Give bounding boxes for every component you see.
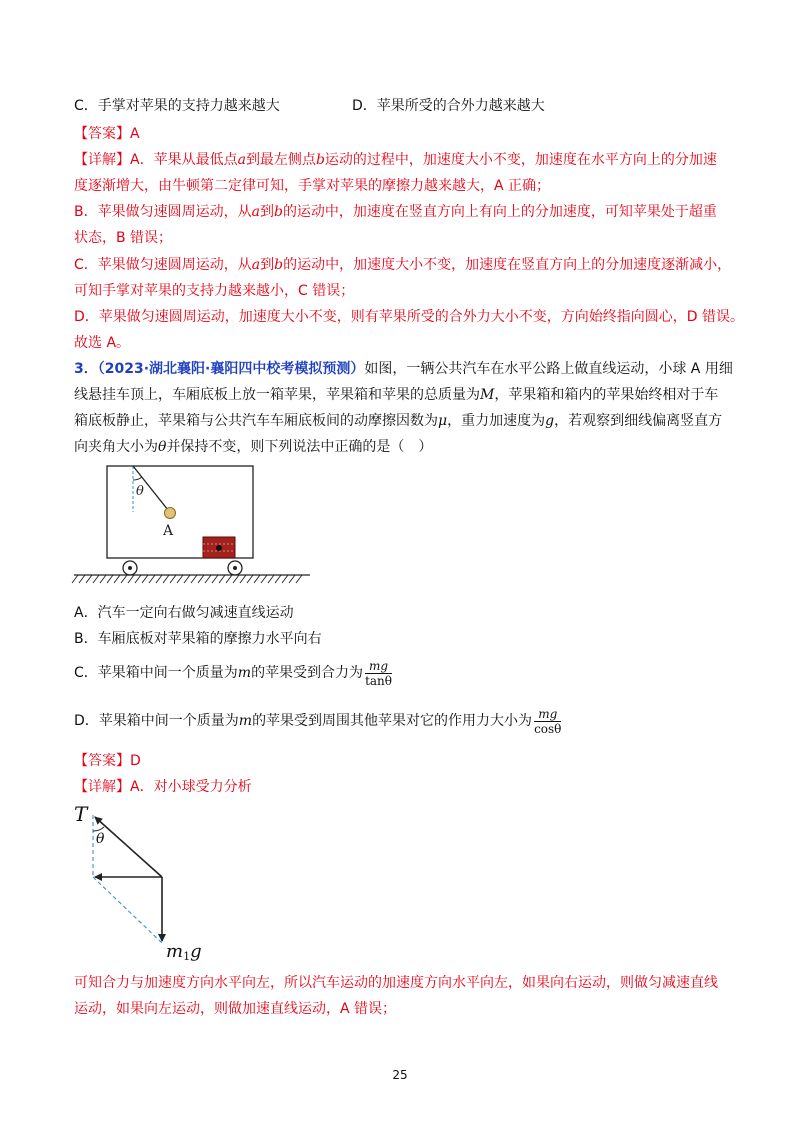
option-d: D．苹果箱中间一个质量为m的苹果受到周围其他苹果对它的作用力大小为 $\frac{mg}{\cos\theta}$ bbox=[74, 706, 562, 736]
ground-hatch-line bbox=[240, 575, 246, 583]
ground-hatch-line bbox=[142, 575, 148, 583]
ground-hatch-line bbox=[247, 575, 253, 583]
ground-hatch-line bbox=[107, 575, 113, 583]
mg-label: m1g bbox=[166, 941, 202, 963]
detail-c-line2: 可知手掌对苹果的支持力越来越小，C 错误； bbox=[74, 283, 355, 299]
ground-hatch-line bbox=[261, 575, 267, 583]
option-d-prev: D．苹果所受的合外力越来越大 bbox=[352, 98, 545, 114]
ground-hatch-line bbox=[170, 575, 176, 583]
detail-b-line2: 状态，B 错误； bbox=[74, 230, 173, 246]
force-diagram bbox=[70, 795, 230, 965]
theta-label-2: θ bbox=[96, 831, 105, 847]
detail-a-line1: 【详解】A．苹果从最低点a到最左侧点b运动的过程中，加速度大小不变，加速度在水平方向上的分加速 bbox=[74, 152, 717, 168]
ground-hatch-line bbox=[289, 575, 295, 583]
conclusion: 故选 A。 bbox=[74, 335, 131, 351]
tension-arrow bbox=[95, 817, 162, 877]
ground-hatch-line bbox=[114, 575, 120, 583]
ground-hatch-line bbox=[191, 575, 197, 583]
fraction-mg-tan: $\frac{mg}{\tan\theta}$ bbox=[365, 658, 392, 688]
ball-label: A bbox=[163, 523, 174, 539]
answer-label-3: 【答案】D bbox=[74, 753, 141, 769]
ground-hatch-line bbox=[100, 575, 106, 583]
question-3-line4: 向夹角大小为θ并保持不变，则下列说法中正确的是（ ） bbox=[74, 439, 433, 455]
fraction-mg-cos: $\frac{mg}{\cos\theta}$ bbox=[534, 706, 562, 736]
bus-figure bbox=[70, 460, 320, 590]
option-c: C．苹果箱中间一个质量为m的苹果受到合力为 $\frac{mg}{\tan\theta}$ bbox=[74, 658, 392, 688]
T-label: T bbox=[74, 802, 88, 826]
detail-d-line: D．苹果做匀速圆周运动，加速度大小不变，则有苹果所受的合外力大小不变，方向始终指向圆心，D 错误。 bbox=[74, 309, 745, 325]
option-b: B．车厢底板对苹果箱的摩擦力水平向右 bbox=[74, 631, 322, 647]
question-3-line2: 线悬挂车顶上，车厢底板上放一箱苹果，苹果箱和苹果的总质量为M，苹果箱和箱内的苹果始终相对于车 bbox=[74, 387, 719, 403]
detail-c-line1: C．苹果做匀速圆周运动，从a到b的运动中，加速度大小不变，加速度在竖直方向上的分加速度逐渐减小， bbox=[74, 257, 732, 273]
ground-hatch-line bbox=[135, 575, 141, 583]
question-3-line3: 箱底板静止，苹果箱与公共汽车车厢底板间的动摩擦因数为μ，重力加速度为g，若观察到细线偏离竖直方 bbox=[74, 413, 723, 429]
ground-hatch-line bbox=[275, 575, 281, 583]
ground-hatch-line bbox=[233, 575, 239, 583]
ground-hatch-line bbox=[128, 575, 134, 583]
ground-hatch-line bbox=[163, 575, 169, 583]
ground-hatch-line bbox=[86, 575, 92, 583]
ground-hatch-line bbox=[198, 575, 204, 583]
ground-hatch-line bbox=[212, 575, 218, 583]
answer-label: 【答案】A bbox=[74, 126, 140, 142]
page-number: 25 bbox=[392, 1068, 408, 1082]
ground-hatch-line bbox=[79, 575, 85, 583]
detail-3-conc1: 可知合力与加速度方向水平向左，所以汽车运动的加速度方向水平向左，如果向右运动，则做匀减速直线 bbox=[74, 975, 718, 991]
question-3-line1: 3．（2023·湖北襄阳·襄阳四中校考模拟预测）如图，一辆公共汽车在水平公路上做直线运动，小球 A 用细 bbox=[74, 361, 733, 377]
ground-hatch-line bbox=[254, 575, 260, 583]
diagonal-dashed bbox=[93, 877, 162, 943]
detail-b-line1: B．苹果做匀速圆周运动，从a到b的运动中，加速度在竖直方向上有向上的分加速度，可知苹果处于超重 bbox=[74, 204, 717, 220]
option-c-prev: C．手掌对苹果的支持力越来越大 bbox=[74, 98, 280, 114]
ground-hatch-line bbox=[93, 575, 99, 583]
ground-hatch-line bbox=[282, 575, 288, 583]
ground-hatch-line bbox=[219, 575, 225, 583]
ground-hatch-line bbox=[72, 575, 78, 583]
detail-3-conc2: 运动，如果向左运动，则做加速直线运动，A 错误； bbox=[74, 1001, 397, 1017]
ground-hatch-line bbox=[184, 575, 190, 583]
angle-arc bbox=[133, 477, 142, 480]
ground-hatch-line bbox=[156, 575, 162, 583]
ground-hatch-line bbox=[177, 575, 183, 583]
detail-a-line2: 度逐渐增大，由牛顿第二定律可知，手掌对苹果的摩擦力越来越大，A 正确； bbox=[74, 178, 551, 194]
ground-hatch-line bbox=[121, 575, 127, 583]
ball-A bbox=[165, 508, 176, 519]
option-a: A．汽车一定向右做匀减速直线运动 bbox=[74, 605, 294, 621]
ground-hatch-line bbox=[205, 575, 211, 583]
detail-3-intro: 【详解】A．对小球受力分析 bbox=[74, 779, 252, 795]
theta-label: θ bbox=[136, 484, 144, 499]
ground-hatch-line bbox=[296, 575, 302, 583]
ground-hatch-line bbox=[149, 575, 155, 583]
ground-hatch-line bbox=[268, 575, 274, 583]
ground-hatch-line bbox=[226, 575, 232, 583]
